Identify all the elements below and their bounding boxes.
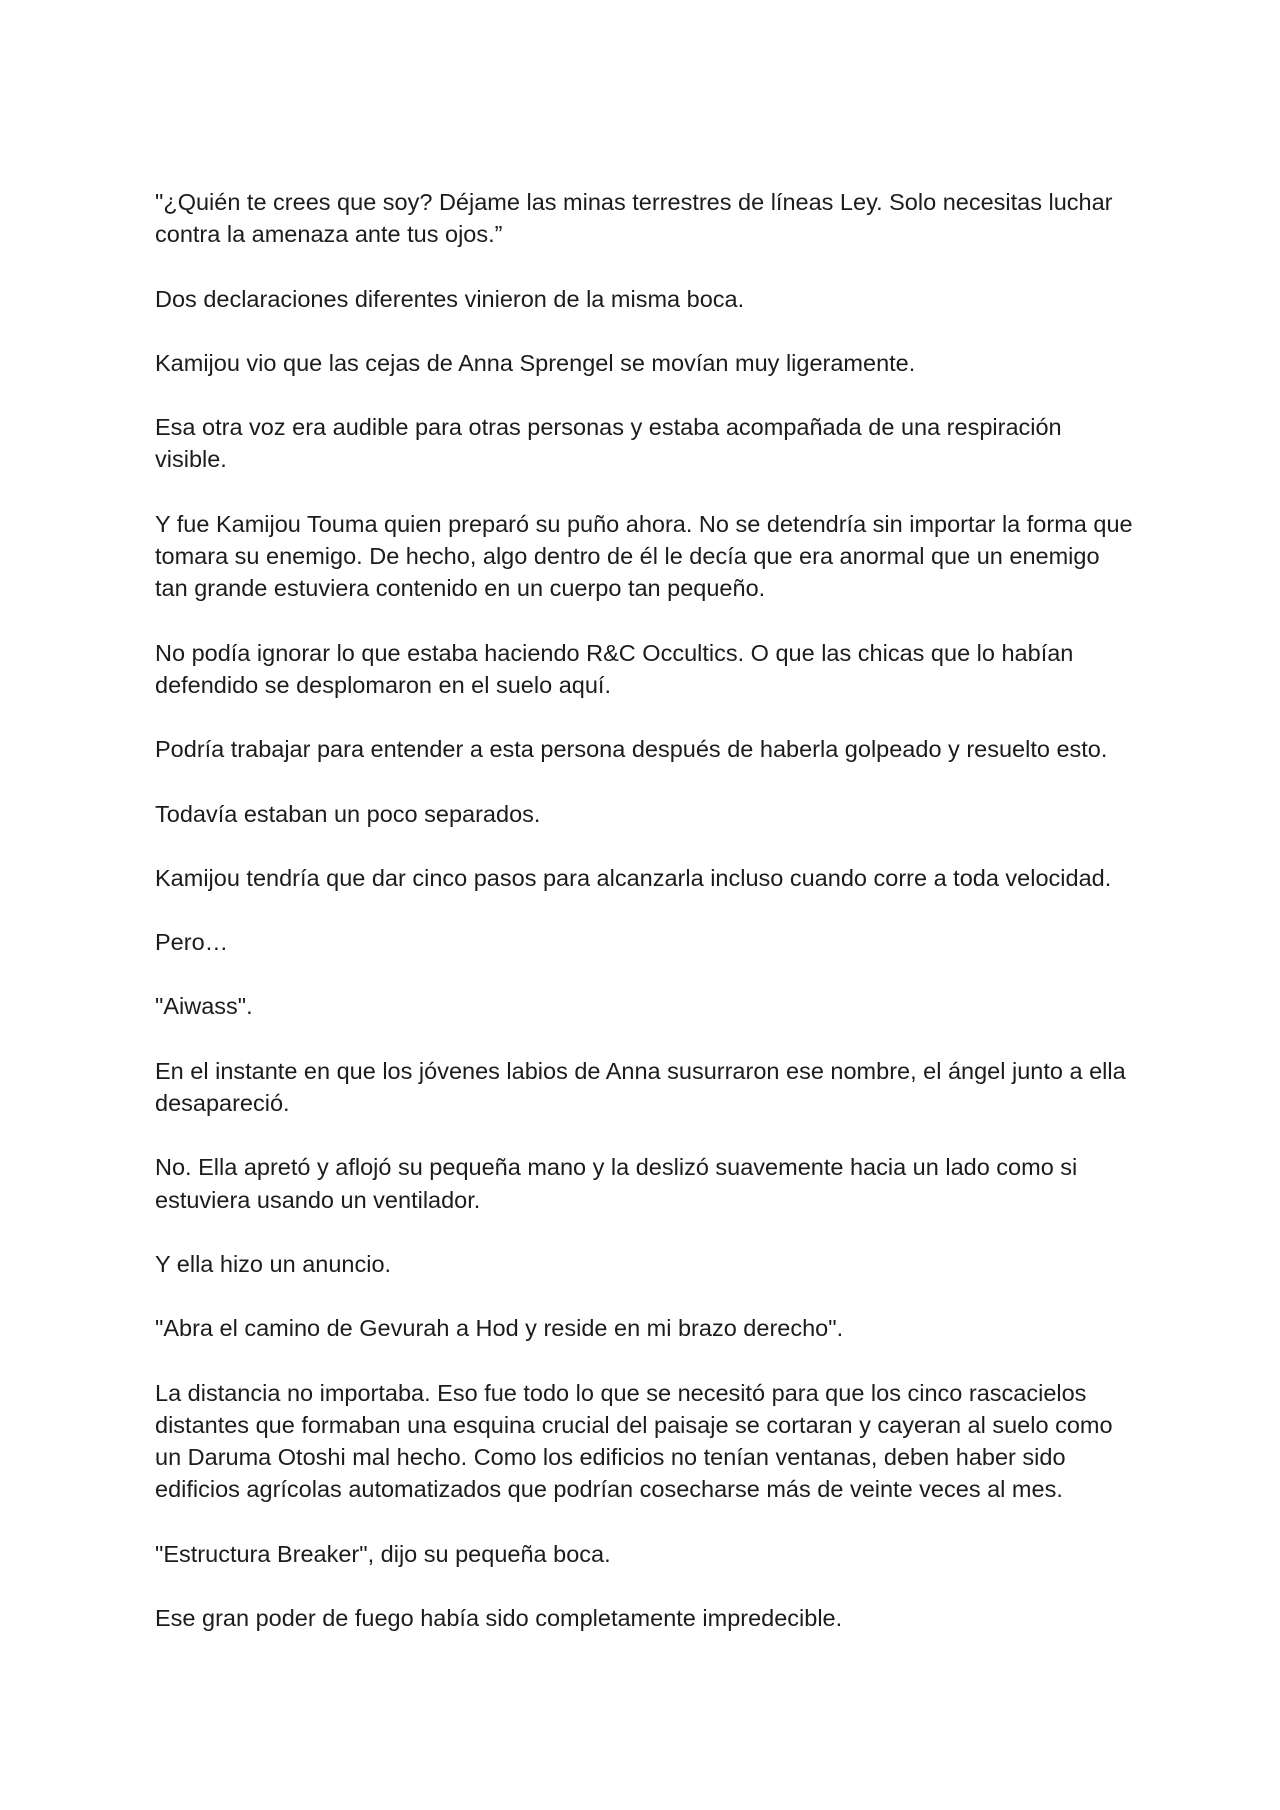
paragraph: "¿Quién te crees que soy? Déjame las minas terrestres de líneas Ley. Solo necesitas luchar contra la amenaza ante tus ojos.” [155, 189, 1113, 248]
paragraph: Podría trabajar para entender a esta persona después de haberla golpeado y resuelto esto. [155, 736, 1108, 763]
paragraph: Ese gran poder de fuego había sido completamente impredecible. [155, 1605, 843, 1632]
paragraph: Esa otra voz era audible para otras personas y estaba acompañada de una respiración visible. [155, 414, 1062, 473]
paragraph: Pero… [155, 929, 229, 956]
paragraph: No podía ignorar lo que estaba haciendo R&C Occultics. O que las chicas que lo habían defendido se desplomaron en el suelo aquí. [155, 639, 1074, 698]
paragraph: "Aiwass". [155, 993, 253, 1020]
paragraph: Y fue Kamijou Touma quien preparó su puño ahora. No se detendría sin importar la forma que tomara su enemigo. De hecho, algo dentro de él le decía que era anormal que un enemigo tan grande estuviera contenido en un cuerpo tan pequeño. [155, 510, 1133, 602]
paragraph: No. Ella apretó y aflojó su pequeña mano y la deslizó suavemente hacia un lado como si estuviera usando un ventilador. [155, 1154, 1078, 1213]
paragraph: "Estructura Breaker", dijo su pequeña boca. [155, 1540, 611, 1567]
document-body [155, 186, 1135, 1666]
paragraph: Kamijou tendría que dar cinco pasos para alcanzarla incluso cuando corre a toda velocidad. [155, 864, 1112, 891]
paragraph: "Abra el camino de Gevurah a Hod y reside en mi brazo derecho". [155, 1315, 844, 1342]
paragraph: Kamijou vio que las cejas de Anna Sprengel se movían muy ligeramente. [155, 349, 916, 376]
paragraph: La distancia no importaba. Eso fue todo lo que se necesitó para que los cinco rascacielos distantes que formaban una esquina crucial del paisaje se cortaran y cayeran al suelo como un Daruma Otoshi mal hecho. Como los edificios no tenían ventanas, deben haber sido edificios agrícolas automatizados que podrían cosecharse más de veinte veces al mes. [155, 1379, 1113, 1503]
paragraph: Dos declaraciones diferentes vinieron de la misma boca. [155, 285, 745, 312]
paragraph: Todavía estaban un poco separados. [155, 800, 541, 827]
paragraph: En el instante en que los jóvenes labios de Anna susurraron ese nombre, el ángel junto a ella desapareció. [155, 1057, 1126, 1117]
paragraph: Y ella hizo un anuncio. [155, 1250, 392, 1277]
